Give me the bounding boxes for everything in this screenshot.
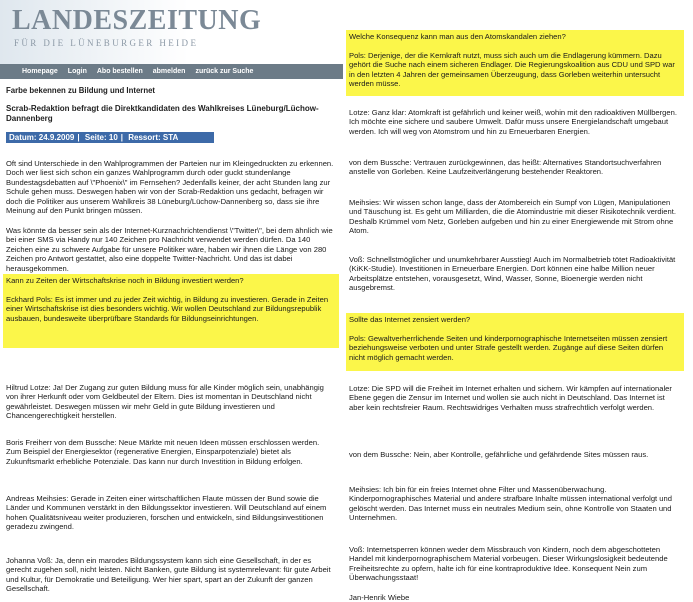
newspaper-logo[interactable]: LANDESZEITUNG	[12, 5, 262, 36]
answer-2-meihsies: Meihsies: Wir wissen schon lange, dass der Atombereich ein Sumpf von Lügen, Manipulationen und Täuschung ist. Es geht um Milliarden, die die Atomindustrie mit dieser Risikotechnik verdient. Deshalb Krümmel vom Netz, Gorleben aufgeben und hin zu einer Energiewende mit Strom ohne Atom.	[349, 197, 676, 236]
left-column	[0, 0, 343, 600]
answer-1-lotze: Hiltrud Lotze: Ja! Der Zugang zur guten Bildung muss für alle Kinder möglich sein, unabhängig von ihrer Herkunft oder vom Geldbeutel der Eltern. Dies ist momentan in Deutschland nicht gewährleistet. Deswegen müssen wir mehr Geld in gute Bildung investieren und Chancengerechtigkeit herstellen.	[6, 382, 324, 421]
answer-2-bussche: von dem Bussche: Vertrauen zurückgewinnen, das heißt: Alternatives Standortsuchverfahren anstelle von Gorleben. Keine Laufzeitverlängerung bestehender Reaktoren.	[349, 157, 662, 177]
question-3-block	[346, 313, 684, 371]
answer-1-bussche: Boris Freiherr von dem Bussche: Neue Märkte mit neuen Ideen müssen erschlossen werden. Zum Beispiel der Energiesektor (regenerative Energien, Einsparpotenziale) bietet als Zukunftsmarkt erhebliche Potenziale. Das kann nur durch Investition in Bildung erfolgen.	[6, 437, 320, 466]
article-headline: Scrab-Redaktion befragt die Direktkandidaten des Wahlkreises Lüneburg/Lüchow-Dannenberg	[6, 104, 319, 123]
answer-3-lotze: Lotze: Die SPD will die Freiheit im Internet erhalten und sichern. Wir kämpfen auf internationaler Ebene gegen die Zensur im Internet und wollen sie auch nicht in Deutschland. Das Internet ist aber kein rechtsfreier Raum. Rechtswidriges Verhalten muss strafrechtlich verfolgt werden.	[349, 383, 672, 412]
answer-1-meihsies: Andreas Meihsies: Gerade in Zeiten einer wirtschaftlichen Flaute müssen der Bund sowie die Länder und Kommunen verstärkt in den Bildungssektor investieren. Will Deutschland auf einem hohen Qualitätsniveau weiter produzieren, forschen und entwickeln, sind Bildungsinvestitionen geradezu zwingend.	[6, 493, 327, 532]
answer-3-pols: Pols: Gewaltverherrlichende Seiten und kinderpornographische Internetseiten müssen zensiert beziehungsweise verboten und unter Strafe gestellt werden. Zugänge auf diese Seiten dürfen nicht möglich gemacht werden.	[349, 333, 668, 362]
question-2-block	[346, 30, 684, 96]
article-page: Seite: 10	[84, 133, 118, 142]
nav-abmelden[interactable]: abmelden	[152, 68, 186, 75]
answer-1-pols: Eckhard Pols: Es ist immer und zu jeder Zeit wichtig, in Bildung zu investieren. Gerade in Zeiten einer Wirtschaftskrise ist dies besonders wichtig. Wir wollen Deutschland zur Bildungsrepublik ausbauen, bundesweite überprüfbare Standards für Bildungseinrichtungen.	[6, 294, 329, 323]
answer-3-meihsies: Meihsies: Ich bin für ein freies Internet ohne Filter und Massenüberwachung. Kinderpornographisches Material und andere strafbare Inhalte müssen international verfolgt und gelöscht werden. Das Internet muss ein neutrales Medium sein, ohne Kontrolle von Staaten und Unternehmen.	[349, 484, 672, 523]
nav-abo-bestellen[interactable]: Abo bestellen	[96, 68, 143, 75]
article-author: Jan-Henrik Wiebe	[349, 592, 410, 602]
nav-zurueck-zur-suche[interactable]: zurück zur Suche	[195, 68, 254, 75]
newspaper-subtitle: FÜR DIE LÜNEBURGER HEIDE	[14, 38, 199, 48]
answer-2-pols: Pols: Derjenige, der die Kernkraft nutzt, muss sich auch um die Endlagerung kümmern. Dazu gehört die Suche nach einem sicheren Endlager. Die Regierungskoalition aus CDU und SPD war in den letzten 4 Jahren der gemeinsamen Überzeugung, dass Gorleben weiterhin untersucht werden müsse.	[349, 50, 675, 88]
nav-bar	[0, 64, 343, 79]
answer-3-voss: Voß: Internetsperren können weder dem Missbrauch von Kindern, noch dem abgeschotteten Handel mit kinderpornographischem Material vorbeugen. Dieser Wirkungslosigkeit bedeutende Freiheitsrechte zu opfern, halte ich für eine kontraproduktive Idee. Konsequent Nein zum Überwachungsstaat!	[349, 544, 668, 583]
question-3: Sollte das Internet zensiert werden?	[349, 315, 471, 324]
nav-homepage[interactable]: Homepage	[22, 68, 58, 75]
article-section: Ressort: STA	[128, 133, 179, 142]
masthead	[0, 0, 343, 64]
answer-3-bussche: von dem Bussche: Nein, aber Kontrolle, gefährliche und gefährdende Sites müssen raus.	[349, 449, 649, 459]
right-column	[343, 0, 693, 600]
intro-paragraph-1: Oft sind Unterschiede in den Wahlprogrammen der Parteien nur im Kleingedruckten zu erkennen. Doch wer liest sich schon ein ganzes Wahlprogramm durch oder guckt stundenlange Bundestagsdebatten auf \"Phoenix\" im Fernsehen? Jedenfalls keiner, der acht Stunden lang zur Schule gehen muss. Deswegen haben wir von der Scrab-Redaktion uns gedacht, befragen wir doch die Politiker aus unserem Wahlkreis 38 Lüneburg/Lüchow-Dannenberg so, dass sie ihre Meinung auf den Punkt bringen müssen.	[6, 158, 334, 216]
question-1-block	[3, 274, 339, 348]
answer-1-voss: Johanna Voß: Ja, denn ein marodes Bildungssystem kann sich eine Gesellschaft, in der es gerecht zugehen soll, nicht leisten. Nicht Banken, gute Bildung ist systemrelevant: für gute Arbeit und Kultur, für Demokratie und Beteiligung. Wer hier spart, spart an der Zukunft der ganzen Gesellschaft.	[6, 555, 331, 594]
intro-paragraph-2: Was könnte da besser sein als der Internet-Kurznachrichtendienst \"Twitter\", bei dem ähnlich wie bei einer SMS via Handy nur 140 Zeichen pro Nachricht verwendet werden dürfen. Da 140 Zeichen eine zu schwere Aufgabe für unsere Politiker wäre, haben wir ihnen die Länge von 280 Zeichen pro Antwort gestattet, also eine doppelte Twitter-Nachricht. Und das ist dabei herausgekommen.	[6, 225, 333, 273]
question-2: Welche Konsequenz kann man aus den Atomskandalen ziehen?	[349, 32, 566, 41]
question-1: Kann zu Zeiten der Wirtschaftskrise noch in Bildung investiert werden?	[6, 276, 244, 285]
answer-2-lotze: Lotze: Ganz klar: Atomkraft ist gefährlich und keiner weiß, wohin mit den radioaktiven Müllbergen. Ich möchte eine sichere und saubere Umwelt. Dafür muss unsere Energielandschaft umgebaut werden. Ich will weg von Atomstrom und hin zu Erneuerbaren Energien.	[349, 107, 677, 136]
article-rubric: Farbe bekennen zu Bildung und Internet	[6, 86, 156, 95]
article-meta-bar: Datum: 24.9.2009 | Seite: 10 | Ressort: STA	[6, 132, 214, 143]
answer-2-voss: Voß: Schnellstmöglicher und unumkehrbarer Ausstieg! Auch im Normalbetrieb tötet Radioaktivität (KiKK-Studie). Investitionen in Erneuerbare Energien. Dort können eine halbe Million neuer Arbeitsplätze entstehen, vorausgesetzt, Wind, Wasser, Sonne, Bioenergie werden nicht ausgebremst.	[349, 254, 676, 293]
nav-login[interactable]: Login	[67, 68, 87, 75]
article-date: Datum: 24.9.2009	[9, 133, 75, 142]
